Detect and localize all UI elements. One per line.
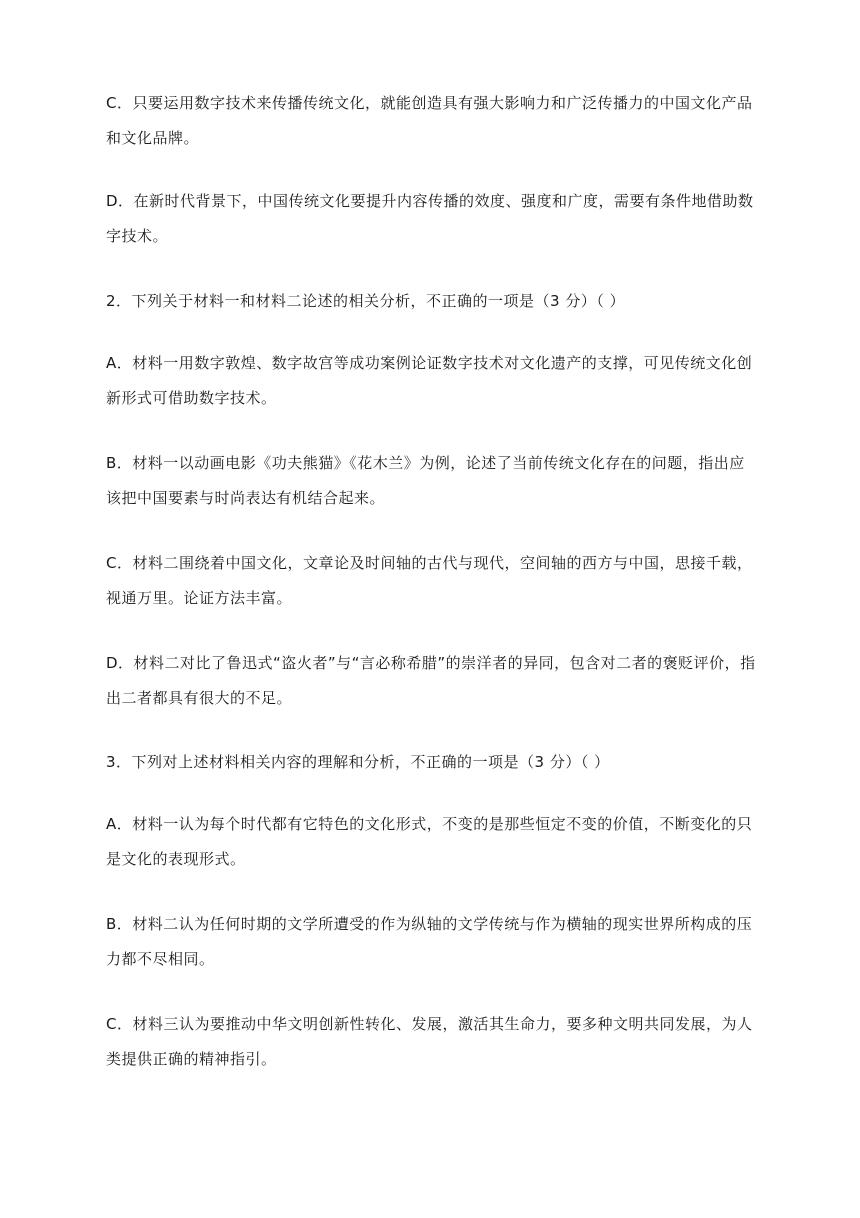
option-b-q2: B．材料一以动画电影《功夫熊猫》《花木兰》为例，论述了当前传统文化存在的问题，指出应该把中国要素与时尚表达有机结合起来。: [106, 454, 745, 507]
option-d-q1: D．在新时代背景下，中国传统文化要提升内容传播的效度、强度和广度，需要有条件地借助数字技术。: [106, 192, 754, 245]
option-c-q3: C．材料三认为要推动中华文明创新性转化、发展，激活其生命力，要多种文明共同发展，为人类提供正确的精神指引。: [106, 1015, 753, 1068]
option-b-q3: B．材料二认为任何时期的文学所遭受的作为纵轴的文学传统与作为横轴的现实世界所构成的压力都不尽相同。: [106, 915, 753, 968]
option-c-q1: C．只要运用数字技术来传播传统文化，就能创造具有强大影响力和广泛传播力的中国文化产品和文化品牌。: [106, 94, 753, 147]
option-a-q3: A．材料一认为每个时代都有它特色的文化形式，不变的是那些恒定不变的价值，不断变化的只是文化的表现形式。: [106, 815, 753, 868]
option-a-q2: A．材料一用数字敦煌、数字故宫等成功案例论证数字技术对文化遗产的支撑，可见传统文化创新形式可借助数字技术。: [106, 354, 753, 407]
option-c-q2: C．材料二围绕着中国文化，文章论及时间轴的古代与现代，空间轴的西方与中国，思接千载，视通万里。论证方法丰富。: [106, 554, 753, 607]
question-2-stem: 2．下列关于材料一和材料二论述的相关分析，不正确的一项是（3 分）（ ）: [106, 292, 626, 310]
option-d-q2: D．材料二对比了鲁迅式“盗火者”与“言必称希腊”的崇洋者的异同，包含对二者的褒贬评价，指出二者都具有很大的不足。: [106, 654, 756, 707]
question-3-stem: 3．下列对上述材料相关内容的理解和分析，不正确的一项是（3 分）（ ）: [106, 753, 610, 771]
